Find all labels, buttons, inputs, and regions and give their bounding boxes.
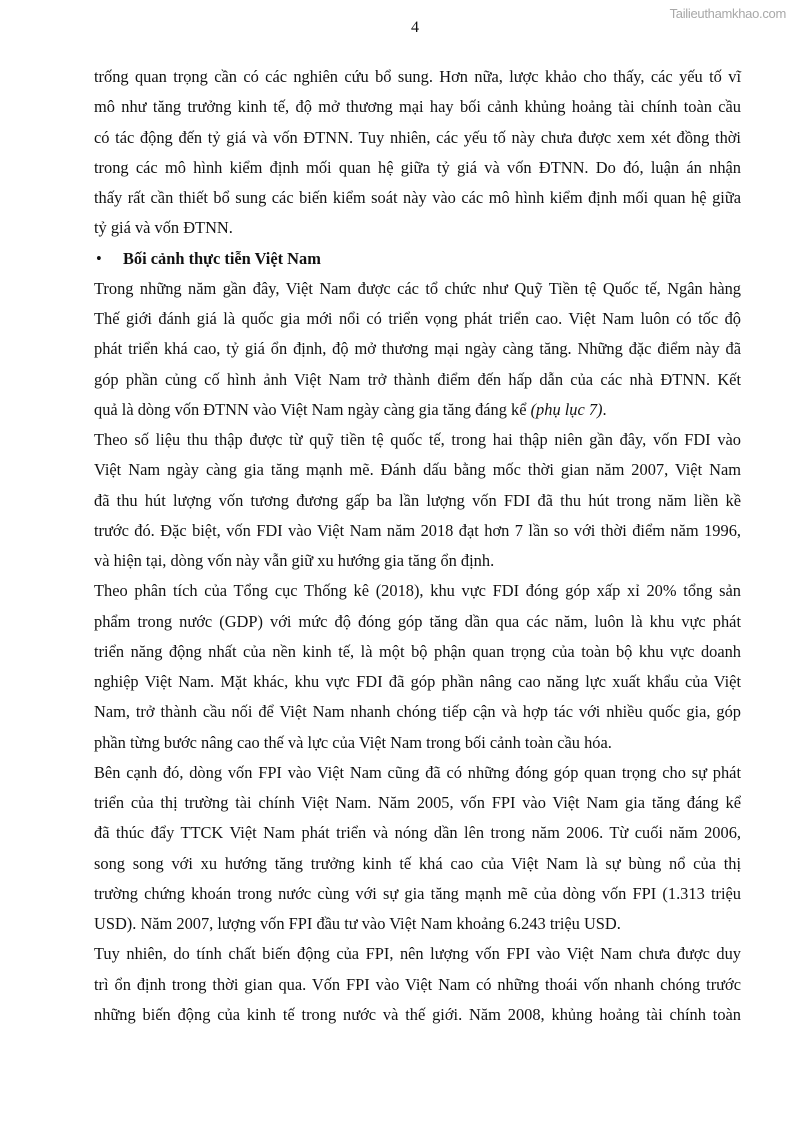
- paragraph: [94, 425, 741, 576]
- bullet-icon: •: [96, 248, 102, 268]
- line-text: Trong những năm gần đây, Việt Nam được các tổ chức như Quỹ Tiền tệ Quốc tế, Ngân hàng: [94, 278, 741, 298]
- line-text: .: [602, 399, 607, 419]
- page-number: 4: [411, 19, 419, 36]
- line-text: Bên cạnh đó, dòng vốn FPI vào Việt Nam cũng đã có những đóng góp quan trọng cho sự phát: [94, 762, 741, 782]
- line-text: thấy rất cần thiết bổ sung các biến kiểm soát này vào các mô hình kiểm định mối quan hệ giữa: [94, 188, 741, 207]
- text-line: [94, 667, 741, 697]
- text-line: [94, 516, 741, 546]
- text-line: [94, 849, 741, 879]
- heading-text: Bối cảnh thực tiễn Việt Nam: [123, 248, 321, 268]
- appendix-reference: (phụ lục 7): [530, 399, 603, 419]
- text-line: [94, 486, 741, 516]
- paragraph: [94, 576, 741, 758]
- line-text: Tuy nhiên, do tính chất biến động của FPI, nên lượng vốn FPI vào Việt Nam chưa được duy: [94, 944, 741, 964]
- line-text: trống quan trọng cần có các nghiên cứu bổ sung. Hơn nữa, lược khảo cho thấy, các yếu tố vĩ: [94, 67, 741, 86]
- line-text: Theo số liệu thu thập được từ quỹ tiền tệ quốc tế, trong hai thập niên gần đây, vốn FDI vào: [94, 430, 741, 449]
- line-text: quả là dòng vốn ĐTNN vào Việt Nam ngày càng gia tăng đáng kể: [94, 399, 531, 419]
- line-text: đã thu hút lượng vốn tương đương gấp ba lần lượng vốn FDI đã thu hút trong năm liền kề: [94, 490, 741, 510]
- line-text: trường chứng khoán trong nước cùng với sự gia tăng mạnh mẽ của dòng vốn FPI (1.313 triệu: [94, 883, 741, 903]
- text-line: [94, 455, 741, 485]
- line-text: những biến động của kinh tế trong nước và thế giới. Năm 2008, khủng hoảng tài chính toàn: [94, 1004, 741, 1024]
- text-line: [94, 728, 741, 758]
- text-line: [94, 92, 741, 122]
- line-text: tỷ giá và vốn ĐTNN.: [94, 218, 233, 238]
- text-line: [94, 970, 741, 1000]
- watermark: Tailieuthamkhao.com: [669, 6, 786, 21]
- text-line: [94, 213, 741, 243]
- text-line: [94, 788, 741, 818]
- line-text: Theo phân tích của Tổng cục Thống kê (2018), khu vực FDI đóng góp xấp xỉ 20% tổng sản: [94, 581, 741, 601]
- text-line: [94, 909, 741, 939]
- paragraph: [94, 758, 741, 940]
- text-line: [94, 939, 741, 969]
- line-text: đã thúc đẩy TTCK Việt Nam phát triển và nóng dần lên trong năm 2006. Từ cuối năm 2006,: [94, 823, 741, 843]
- line-text: Nam, trở thành cầu nối để Việt Nam nhanh chóng tiếp cận và hợp tác với nhiều quốc gia, góp: [94, 702, 741, 722]
- line-text: trước đó. Đặc biệt, vốn FDI vào Việt Nam năm 2018 đạt hơn 7 lần so với thời điểm năm 1996,: [94, 520, 741, 540]
- line-text: Thế giới đánh giá là quốc gia mới nổi có triển vọng phát triển cao. Việt Nam luôn có tốc độ: [94, 309, 741, 328]
- line-text: phẩm trong nước (GDP) với mức độ đóng góp tăng dần qua các năm, luôn là khu vực phát: [94, 611, 741, 631]
- document-body: [94, 62, 741, 1030]
- paragraph: [94, 62, 741, 244]
- line-text: phần từng bước nâng cao thế và lực của Việt Nam trong bối cảnh toàn cầu hóa.: [94, 732, 612, 752]
- line-text: góp phần củng cố hình ảnh Việt Nam trở thành điểm đến hấp dẫn của các nhà ĐTNN. Kết: [94, 369, 741, 389]
- text-line: [94, 697, 741, 727]
- line-text: có tác động đến tỷ giá và vốn ĐTNN. Tuy nhiên, các yếu tố này chưa được xem xét đồng thời: [94, 127, 741, 147]
- text-line: [94, 607, 741, 637]
- text-line: [94, 425, 741, 455]
- bullet-heading: [94, 244, 741, 274]
- line-text: mô như tăng trưởng kinh tế, độ mở thương mại hay bối cảnh khủng hoảng tài chính toàn cầu: [94, 97, 741, 117]
- text-line: [94, 546, 741, 576]
- line-text: Việt Nam ngày càng gia tăng mạnh mẽ. Đánh dấu bằng mốc thời gian năm 2007, Việt Nam: [94, 460, 741, 480]
- line-text: triển năng động nhất của nền kinh tế, là một bộ phận quan trọng của toàn bộ khu vực doanh: [94, 641, 741, 661]
- text-line: [94, 123, 741, 153]
- line-text: trì ổn định trong thời gian qua. Vốn FPI vào Việt Nam có những thoái vốn nhanh chóng trước: [94, 974, 741, 994]
- text-line: [94, 395, 741, 425]
- text-line: [94, 365, 741, 395]
- text-line: [94, 637, 741, 667]
- text-line: [94, 153, 741, 183]
- line-text: song song với xu hướng tăng trưởng kinh tế khá cao của Việt Nam là sự bùng nổ của thị: [94, 853, 741, 873]
- text-line: [94, 879, 741, 909]
- line-text: phát triển khá cao, tỷ giá ổn định, độ mở thương mại ngày càng tăng. Những đặc điểm này đã: [94, 339, 741, 359]
- text-line: [94, 334, 741, 364]
- paragraph: [94, 939, 741, 1030]
- text-line: [94, 576, 741, 606]
- text-line: [94, 62, 741, 92]
- text-line: [94, 274, 741, 304]
- text-line: [94, 1000, 741, 1030]
- section-heading: [94, 244, 741, 274]
- paragraph: [94, 274, 741, 425]
- line-text: nghiệp Việt Nam. Mặt khác, khu vực FDI đã góp phần nâng cao năng lực xuất khẩu của Việt: [94, 672, 741, 691]
- line-text: USD). Năm 2007, lượng vốn FPI đầu tư vào Việt Nam khoảng 6.243 triệu USD.: [94, 914, 621, 933]
- text-line: [94, 758, 741, 788]
- text-line: [94, 818, 741, 848]
- line-text: trong các mô hình kiểm định mối quan hệ giữa tỷ giá và vốn ĐTNN. Do đó, luận án nhận: [94, 157, 741, 177]
- text-line: [94, 304, 741, 334]
- text-line: [94, 183, 741, 213]
- line-text: và hiện tại, dòng vốn này vẫn giữ xu hướng gia tăng ổn định.: [94, 551, 495, 570]
- line-text: triển của thị trường tài chính Việt Nam. Năm 2005, vốn FPI vào Việt Nam gia tăng đáng kể: [94, 793, 741, 812]
